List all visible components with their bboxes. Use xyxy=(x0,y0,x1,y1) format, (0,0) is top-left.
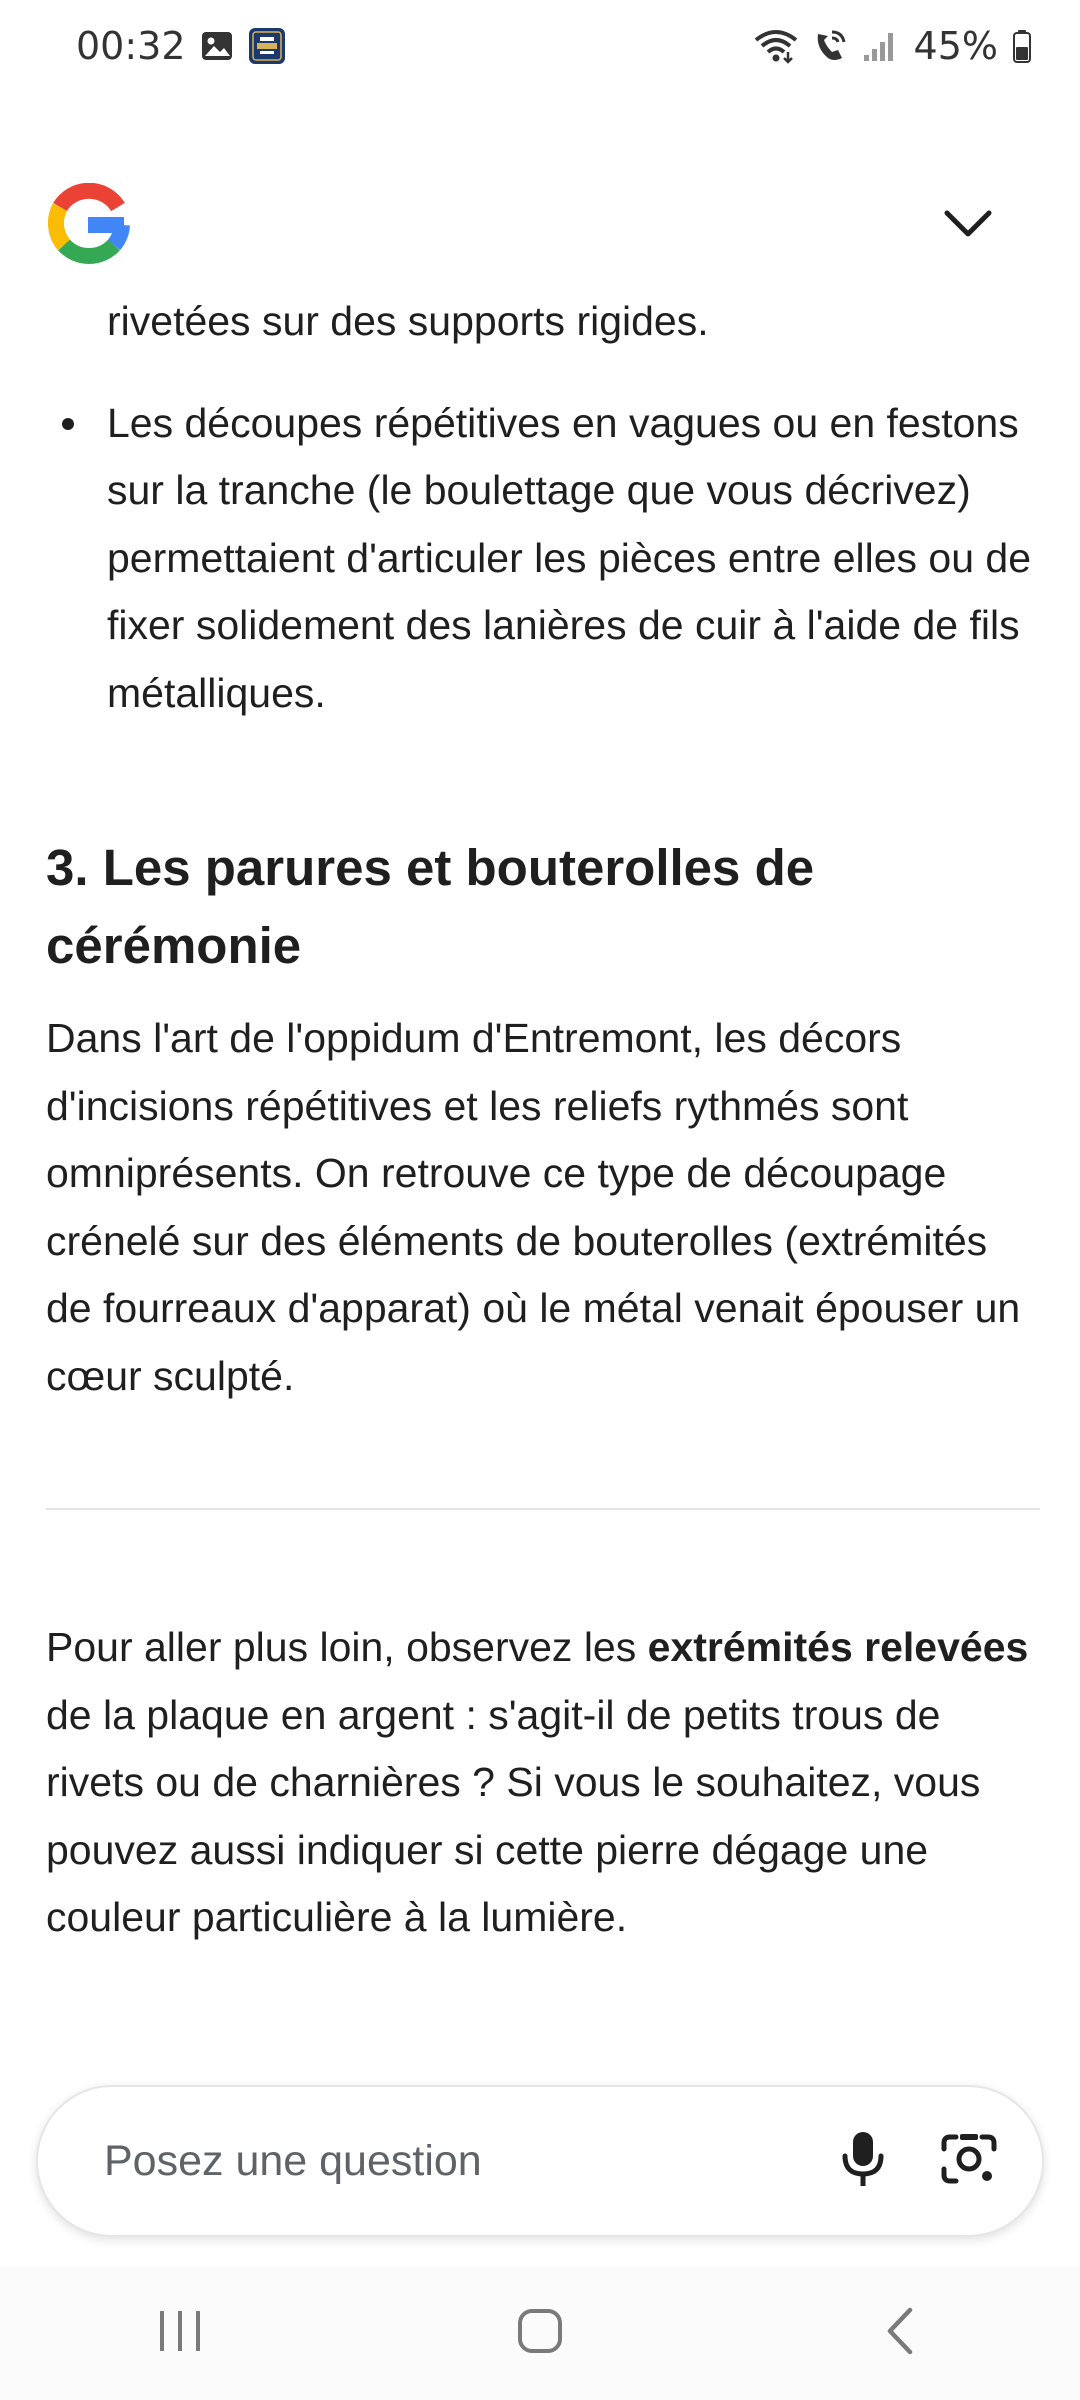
status-left xyxy=(76,24,286,68)
chevron-down-icon xyxy=(943,209,993,244)
wifi-icon xyxy=(754,28,798,64)
home-icon xyxy=(516,2307,564,2360)
google-header xyxy=(0,170,1080,280)
followup-paragraph xyxy=(46,1614,1040,1952)
section-heading: 3. Les parures et bouterolles de cérémonie xyxy=(46,839,815,974)
bullet-continuation: rivetées sur des supports rigides. xyxy=(107,298,709,344)
camera-lens-icon xyxy=(940,2131,998,2192)
battery-percent: 45% xyxy=(913,24,998,68)
followup-text-1: Pour aller plus loin, observez les xyxy=(46,1624,648,1670)
signal-icon xyxy=(862,29,896,63)
divider xyxy=(46,1508,1040,1510)
recent-apps-button[interactable] xyxy=(120,2283,240,2383)
wifi-calling-icon xyxy=(812,28,848,64)
home-button[interactable] xyxy=(480,2283,600,2383)
collapse-button[interactable] xyxy=(932,200,1004,252)
gallery-icon xyxy=(200,30,234,62)
microphone-button[interactable] xyxy=(820,2118,906,2204)
bullet-list xyxy=(46,288,1040,727)
age-empires-app-icon xyxy=(248,27,286,65)
bullet-item: Les découpes répétitives en vagues ou en festons sur la tranche (le boulettage que vous décrivez) permettaient d'articuler les pièces entre elles ou de fixer solidement des lanières de cuir à l'aide de fils métalliques. xyxy=(107,390,1040,728)
recent-apps-icon xyxy=(156,2309,204,2358)
followup-bold: extrémités relevées xyxy=(647,1624,1029,1670)
back-button[interactable] xyxy=(840,2283,960,2383)
section-paragraph: Dans l'art de l'oppidum d'Entremont, les décors d'incisions répétitives et les reliefs rythmés sont omniprésents. On retrouve ce type de découpage crénelé sur des éléments de bouterolles (extrémités de fourreaux d'apparat) où le métal venait épouser un cœur sculpté. xyxy=(46,1015,1021,1399)
status-bar xyxy=(0,0,1080,92)
battery-icon xyxy=(1012,29,1032,63)
status-right xyxy=(754,24,1032,68)
question-input[interactable] xyxy=(104,2137,800,2186)
answer-content xyxy=(46,288,1040,1952)
status-time: 00:32 xyxy=(76,24,186,68)
camera-lens-button[interactable] xyxy=(926,2118,1012,2204)
navigation-bar xyxy=(0,2266,1080,2400)
ask-bar xyxy=(36,2085,1044,2237)
microphone-icon xyxy=(841,2130,885,2193)
google-g-logo[interactable] xyxy=(46,183,130,267)
followup-text-2: de la plaque en argent : s'agit-il de petits trous de rivets ou de charnières ? Si vous le souhaitez, vous pouvez aussi indiquer si cette pierre dégage une couleur particulière à la lumière. xyxy=(46,1691,981,1940)
back-icon xyxy=(882,2306,918,2361)
